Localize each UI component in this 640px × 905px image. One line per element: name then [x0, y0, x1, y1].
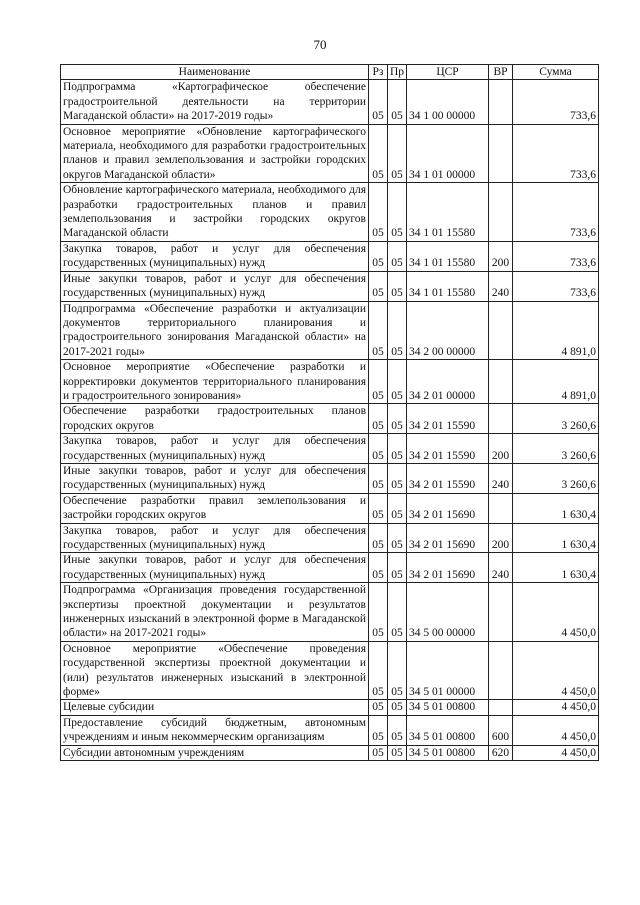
table-row	[61, 523, 599, 553]
cell-sum: 1 630,4	[513, 553, 599, 583]
cell-rz: 05	[369, 404, 388, 434]
cell-sum: 4 450,0	[513, 745, 599, 760]
cell-name: Основное мероприятие «Обеспечение разработки и корректировки документов территориального планирования и градостроительного зонирования»	[61, 360, 369, 404]
cell-pr: 05	[388, 553, 407, 583]
cell-rz: 05	[369, 183, 388, 242]
cell-vr	[489, 404, 513, 434]
cell-sum: 733,6	[513, 183, 599, 242]
cell-pr: 05	[388, 183, 407, 242]
cell-name: Закупка товаров, работ и услуг для обеспечения государственных (муниципальных) нужд	[61, 434, 369, 464]
cell-vr	[489, 700, 513, 715]
cell-rz: 05	[369, 241, 388, 271]
cell-rz: 05	[369, 124, 388, 183]
cell-name: Обеспечение разработки градостроительных планов городских округов	[61, 404, 369, 434]
cell-vr	[489, 583, 513, 642]
cell-rz: 05	[369, 715, 388, 745]
table-body	[61, 80, 599, 761]
cell-vr: 240	[489, 271, 513, 301]
cell-vr	[489, 80, 513, 124]
cell-sum: 3 260,6	[513, 434, 599, 464]
cell-rz: 05	[369, 745, 388, 760]
header-vr: ВР	[489, 65, 513, 80]
table-row	[61, 434, 599, 464]
cell-rz: 05	[369, 583, 388, 642]
table-row	[61, 583, 599, 642]
cell-csr: 34 2 01 15590	[407, 434, 489, 464]
cell-sum: 3 260,6	[513, 463, 599, 493]
cell-pr: 05	[388, 271, 407, 301]
cell-pr: 05	[388, 434, 407, 464]
cell-rz: 05	[369, 463, 388, 493]
table-row	[61, 301, 599, 360]
cell-csr: 34 5 01 00800	[407, 700, 489, 715]
cell-vr	[489, 183, 513, 242]
cell-rz: 05	[369, 493, 388, 523]
cell-rz: 05	[369, 641, 388, 700]
cell-pr: 05	[388, 301, 407, 360]
table-row	[61, 553, 599, 583]
cell-sum: 733,6	[513, 271, 599, 301]
cell-csr: 34 2 01 15590	[407, 404, 489, 434]
cell-name: Подпрограмма «Организация проведения государственной экспертизы проектной документации и результатов инженерных изысканий в электронной форме в Магаданской области» на 2017-2021 годы»	[61, 583, 369, 642]
cell-rz: 05	[369, 360, 388, 404]
cell-sum: 1 630,4	[513, 493, 599, 523]
cell-rz: 05	[369, 271, 388, 301]
cell-name: Подпрограмма «Картографическое обеспечение градостроительной деятельности на территории Магаданской области» на 2017-2019 годы»	[61, 80, 369, 124]
cell-name: Иные закупки товаров, работ и услуг для обеспечения государственных (муниципальных) нужд	[61, 553, 369, 583]
table-row	[61, 715, 599, 745]
cell-sum: 733,6	[513, 80, 599, 124]
cell-csr: 34 1 01 15580	[407, 183, 489, 242]
table-row	[61, 745, 599, 760]
cell-vr: 200	[489, 434, 513, 464]
cell-pr: 05	[388, 463, 407, 493]
cell-sum: 4 450,0	[513, 583, 599, 642]
table-row	[61, 271, 599, 301]
cell-csr: 34 1 01 15580	[407, 271, 489, 301]
cell-pr: 05	[388, 700, 407, 715]
cell-sum: 733,6	[513, 241, 599, 271]
table-row	[61, 241, 599, 271]
cell-name: Субсидии автономным учреждениям	[61, 745, 369, 760]
table-row	[61, 183, 599, 242]
cell-csr: 34 5 01 00800	[407, 715, 489, 745]
cell-pr: 05	[388, 745, 407, 760]
cell-vr: 600	[489, 715, 513, 745]
cell-vr	[489, 360, 513, 404]
cell-sum: 1 630,4	[513, 523, 599, 553]
cell-vr	[489, 641, 513, 700]
cell-csr: 34 5 01 00000	[407, 641, 489, 700]
table-header-row	[61, 65, 599, 80]
header-name: Наименование	[61, 65, 369, 80]
cell-rz: 05	[369, 700, 388, 715]
cell-vr	[489, 301, 513, 360]
cell-csr: 34 1 00 00000	[407, 80, 489, 124]
cell-csr: 34 2 00 00000	[407, 301, 489, 360]
cell-name: Основное мероприятие «Обновление картографического материала, необходимого для разработки градостроительных планов и правил землепользования и застройки городских округов Магаданской области»	[61, 124, 369, 183]
cell-vr: 240	[489, 463, 513, 493]
cell-pr: 05	[388, 715, 407, 745]
cell-name: Иные закупки товаров, работ и услуг для обеспечения государственных (муниципальных) нужд	[61, 271, 369, 301]
cell-name: Иные закупки товаров, работ и услуг для обеспечения государственных (муниципальных) нужд	[61, 463, 369, 493]
cell-name: Предоставление субсидий бюджетным, автономным учреждениям и иным некоммерческим организациям	[61, 715, 369, 745]
cell-pr: 05	[388, 641, 407, 700]
cell-csr: 34 2 01 15690	[407, 493, 489, 523]
cell-rz: 05	[369, 523, 388, 553]
cell-pr: 05	[388, 404, 407, 434]
cell-csr: 34 2 01 00000	[407, 360, 489, 404]
cell-pr: 05	[388, 493, 407, 523]
cell-name: Подпрограмма «Обеспечение разработки и актуализации документов территориального планирования и градостроительного зонирования Магаданской области» на 2017-2021 годы»	[61, 301, 369, 360]
cell-rz: 05	[369, 301, 388, 360]
cell-vr	[489, 493, 513, 523]
cell-csr: 34 2 01 15690	[407, 523, 489, 553]
cell-vr	[489, 124, 513, 183]
cell-csr: 34 5 01 00800	[407, 745, 489, 760]
header-pr: Пр	[388, 65, 407, 80]
cell-rz: 05	[369, 553, 388, 583]
cell-pr: 05	[388, 80, 407, 124]
page-number: 70	[313, 37, 327, 52]
table-row	[61, 463, 599, 493]
cell-rz: 05	[369, 434, 388, 464]
table-row	[61, 700, 599, 715]
cell-csr: 34 5 00 00000	[407, 583, 489, 642]
table-row	[61, 493, 599, 523]
budget-table	[60, 64, 599, 761]
cell-pr: 05	[388, 124, 407, 183]
cell-pr: 05	[388, 523, 407, 553]
header-csr: ЦСР	[407, 65, 489, 80]
table-row	[61, 80, 599, 124]
cell-name: Основное мероприятие «Обеспечение проведения государственной экспертизы проектной документации и (или) результатов инженерных изысканий в электронной форме»	[61, 641, 369, 700]
cell-rz: 05	[369, 80, 388, 124]
cell-csr: 34 2 01 15690	[407, 553, 489, 583]
cell-pr: 05	[388, 583, 407, 642]
cell-csr: 34 1 01 00000	[407, 124, 489, 183]
cell-csr: 34 1 01 15580	[407, 241, 489, 271]
cell-vr: 620	[489, 745, 513, 760]
cell-sum: 4 891,0	[513, 301, 599, 360]
cell-sum: 4 450,0	[513, 715, 599, 745]
header-sum: Сумма	[513, 65, 599, 80]
cell-vr: 200	[489, 241, 513, 271]
cell-vr: 200	[489, 523, 513, 553]
cell-sum: 733,6	[513, 124, 599, 183]
cell-sum: 4 450,0	[513, 700, 599, 715]
cell-pr: 05	[388, 241, 407, 271]
table-row	[61, 360, 599, 404]
header-rz: Рз	[369, 65, 388, 80]
cell-vr: 240	[489, 553, 513, 583]
cell-name: Обновление картографического материала, необходимого для разработки градостроительных планов и правил землепользования и застройки городских округов Магаданской области	[61, 183, 369, 242]
table-row	[61, 641, 599, 700]
cell-name: Закупка товаров, работ и услуг для обеспечения государственных (муниципальных) нужд	[61, 523, 369, 553]
table-row	[61, 124, 599, 183]
table-row	[61, 404, 599, 434]
cell-sum: 4 891,0	[513, 360, 599, 404]
cell-sum: 3 260,6	[513, 404, 599, 434]
cell-name: Обеспечение разработки правил землепользования и застройки городских округов	[61, 493, 369, 523]
cell-csr: 34 2 01 15590	[407, 463, 489, 493]
cell-sum: 4 450,0	[513, 641, 599, 700]
cell-name: Целевые субсидии	[61, 700, 369, 715]
cell-name: Закупка товаров, работ и услуг для обеспечения государственных (муниципальных) нужд	[61, 241, 369, 271]
cell-pr: 05	[388, 360, 407, 404]
